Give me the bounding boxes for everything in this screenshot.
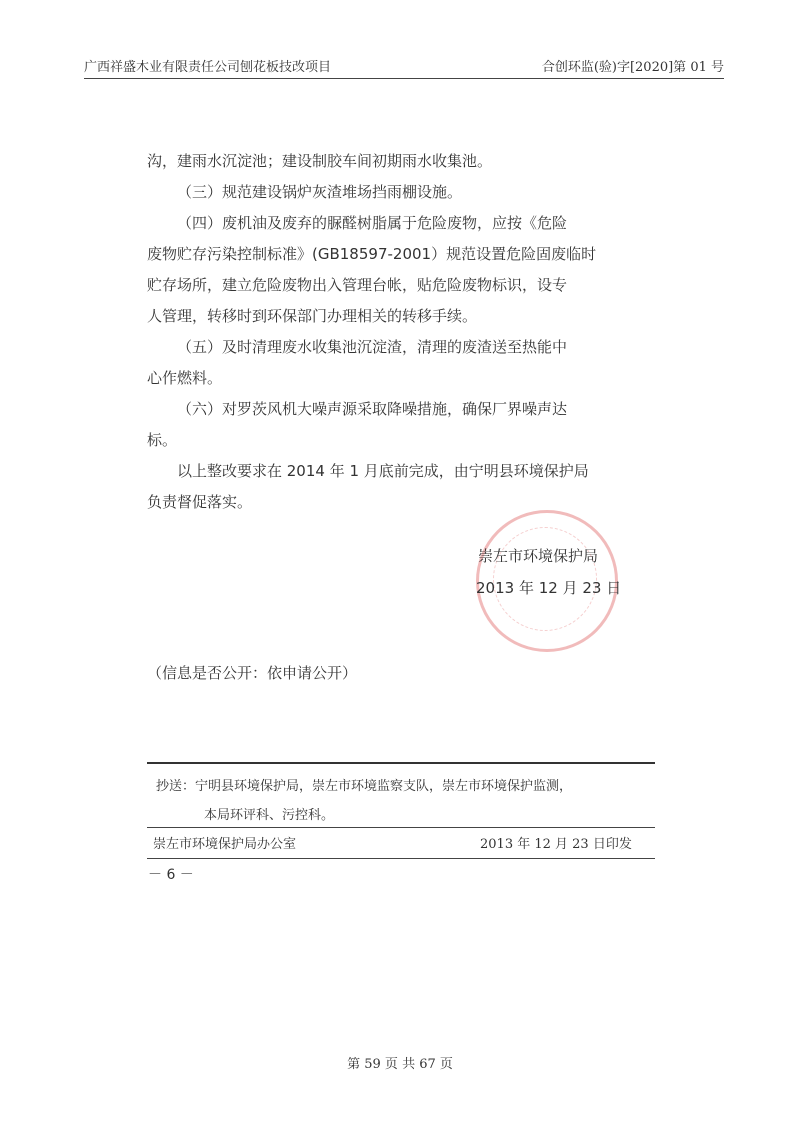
paragraph-line: 负责督促落实。	[147, 493, 253, 511]
paragraph-line: 标。	[147, 431, 178, 449]
paragraph-line: （六）对罗茨风机大噪声源采取降噪措施，确保厂界噪声达	[177, 400, 568, 418]
signature-date: 2013 年 12 月 23 日	[476, 579, 622, 597]
paragraph-line: 废物贮存污染控制标准》(GB18597-2001）规范设置危险固废临时	[147, 245, 597, 263]
cc-block	[156, 772, 572, 830]
paragraph-line: 贮存场所，建立危险废物出入管理台帐，贴危险废物标识，设专	[147, 276, 568, 294]
divider	[147, 827, 655, 828]
paragraph-line: 心作燃料。	[147, 369, 223, 387]
paragraph-line: 人管理，转移时到环保部门办理相关的转移手续。	[147, 307, 478, 325]
page-header	[84, 56, 724, 79]
issuer-org: 崇左市环境保护局办公室	[153, 837, 297, 852]
issue-date: 2013 年 12 月 23 日印发	[480, 837, 632, 852]
page-number-mark: － 6 －	[148, 867, 194, 883]
divider	[147, 858, 655, 859]
paragraph-line: （五）及时清理废水收集池沉淀渣，清理的废渣送至热能中	[177, 338, 568, 356]
page-footer: 第 59 页 共 67 页	[347, 1057, 453, 1072]
signature-block	[476, 540, 621, 604]
header-document-number: 合创环监(验)字[2020]第 01 号	[541, 60, 724, 75]
body-text	[147, 146, 667, 518]
divider	[147, 762, 655, 764]
paragraph-line: 以上整改要求在 2014 年 1 月底前完成，由宁明县环境保护局	[177, 462, 589, 480]
signature-org: 崇左市环境保护局	[478, 547, 599, 565]
paragraph-line: （四）废机油及废弃的脲醛树脂属于危险废物，应按《危险	[177, 214, 568, 232]
disclosure-note: （信息是否公开：依申请公开）	[147, 664, 358, 682]
cc-line: 本局环评科、污控科。	[204, 808, 335, 823]
header-project-name: 广西祥盛木业有限责任公司刨花板技改项目	[84, 60, 332, 75]
paragraph-line: （三）规范建设锅炉灰渣堆场挡雨棚设施。	[177, 183, 463, 201]
paragraph-line: 沟，建雨水沉淀池；建设制胶车间初期雨水收集池。	[147, 152, 493, 170]
cc-line: 抄送：宁明县环境保护局，崇左市环境监察支队，崇左市环境保护监测，	[156, 779, 573, 794]
